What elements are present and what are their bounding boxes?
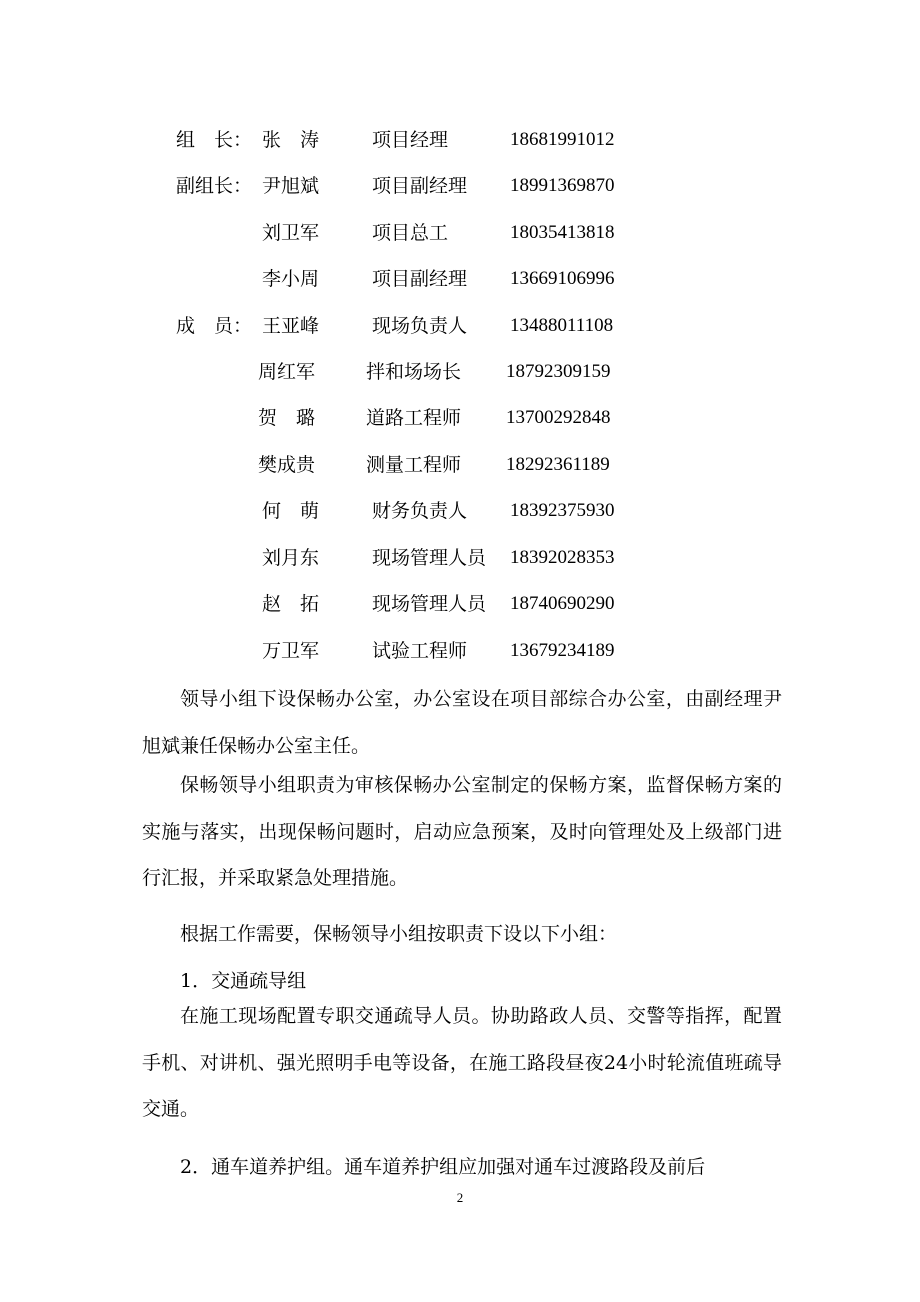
roster-phone: 18392028353	[510, 547, 615, 568]
roster-title: 现场负责人	[372, 315, 468, 337]
roster-role: 组 长：	[176, 129, 253, 151]
roster-name: 李小周	[262, 268, 320, 290]
roster-name: 张 涛	[262, 129, 320, 151]
roster-row	[0, 171, 920, 201]
roster-phone: 18681991012	[510, 129, 615, 150]
roster-phone: 18792309159	[506, 361, 611, 382]
roster-phone: 13679234189	[510, 640, 615, 661]
roster-phone: 18292361189	[506, 454, 610, 475]
roster-name: 刘卫军	[262, 222, 320, 244]
roster-row	[0, 311, 920, 341]
roster-role: 副组长：	[176, 175, 253, 197]
roster-row	[0, 264, 920, 294]
page-number: 2	[456, 1190, 464, 1205]
roster-row	[0, 357, 920, 387]
roster-phone: 18392375930	[510, 500, 615, 521]
roster-row	[0, 496, 920, 526]
roster-title: 道路工程师	[366, 407, 462, 429]
roster-row	[0, 125, 920, 155]
subgroups-intro: 根据工作需要，保畅领导小组按职责下设以下小组：	[180, 923, 618, 945]
roster-title: 现场管理人员	[372, 593, 487, 615]
group1-body: 在施工现场配置专职交通疏导人员。协助路政人员、交警等指挥，配置手机、对讲机、强光照明手电等设备，在施工路段昼夜24小时轮流值班疏导交通。	[142, 1005, 782, 1120]
roster-row	[0, 636, 920, 666]
roster-title: 财务负责人	[372, 500, 468, 522]
roster-title: 项目副经理	[372, 268, 468, 290]
roster-title: 现场管理人员	[372, 547, 487, 569]
roster-phone: 13700292848	[506, 407, 611, 428]
roster-name: 尹旭斌	[262, 175, 320, 197]
roster-name: 何 萌	[262, 500, 320, 522]
roster-name: 周红军	[258, 361, 316, 383]
duties-paragraph: 保畅领导小组职责为审核保畅办公室制定的保畅方案，监督保畅方案的实施与落实，出现保畅问题时，启动应急预案，及时向管理处及上级部门进行汇报，并采取紧急处理措施。	[142, 774, 782, 889]
roster-phone: 18740690290	[510, 593, 615, 614]
roster-name: 赵 拓	[262, 593, 320, 615]
roster-name: 王亚峰	[262, 315, 320, 337]
roster-name: 贺 璐	[258, 407, 316, 429]
roster-phone: 13488011108	[510, 315, 614, 336]
group1-heading: 1．交通疏导组	[180, 970, 307, 992]
roster-title: 试验工程师	[372, 640, 468, 662]
office-paragraph: 领导小组下设保畅办公室，办公室设在项目部综合办公室，由副经理尹旭斌兼任保畅办公室主任。	[142, 688, 782, 757]
roster-phone: 18991369870	[510, 175, 615, 196]
roster-title: 项目经理	[372, 129, 449, 151]
roster-title: 项目总工	[372, 222, 449, 244]
roster-row	[0, 403, 920, 433]
roster-phone: 18035413818	[510, 222, 615, 243]
group2-heading: 2．通车道养护组。通车道养护组应加强对通车过渡路段及前后	[180, 1156, 706, 1178]
roster-name: 樊成贵	[258, 454, 316, 476]
roster-row	[0, 218, 920, 248]
roster-name: 刘月东	[262, 547, 320, 569]
roster-title: 项目副经理	[372, 175, 468, 197]
roster-row	[0, 450, 920, 480]
roster-name: 万卫军	[262, 640, 320, 662]
roster-phone: 13669106996	[510, 268, 615, 289]
roster-title: 拌和场场长	[366, 361, 462, 383]
roster-title: 测量工程师	[366, 454, 462, 476]
roster-row	[0, 543, 920, 573]
roster-row	[0, 589, 920, 619]
roster-role: 成 员：	[176, 315, 253, 337]
